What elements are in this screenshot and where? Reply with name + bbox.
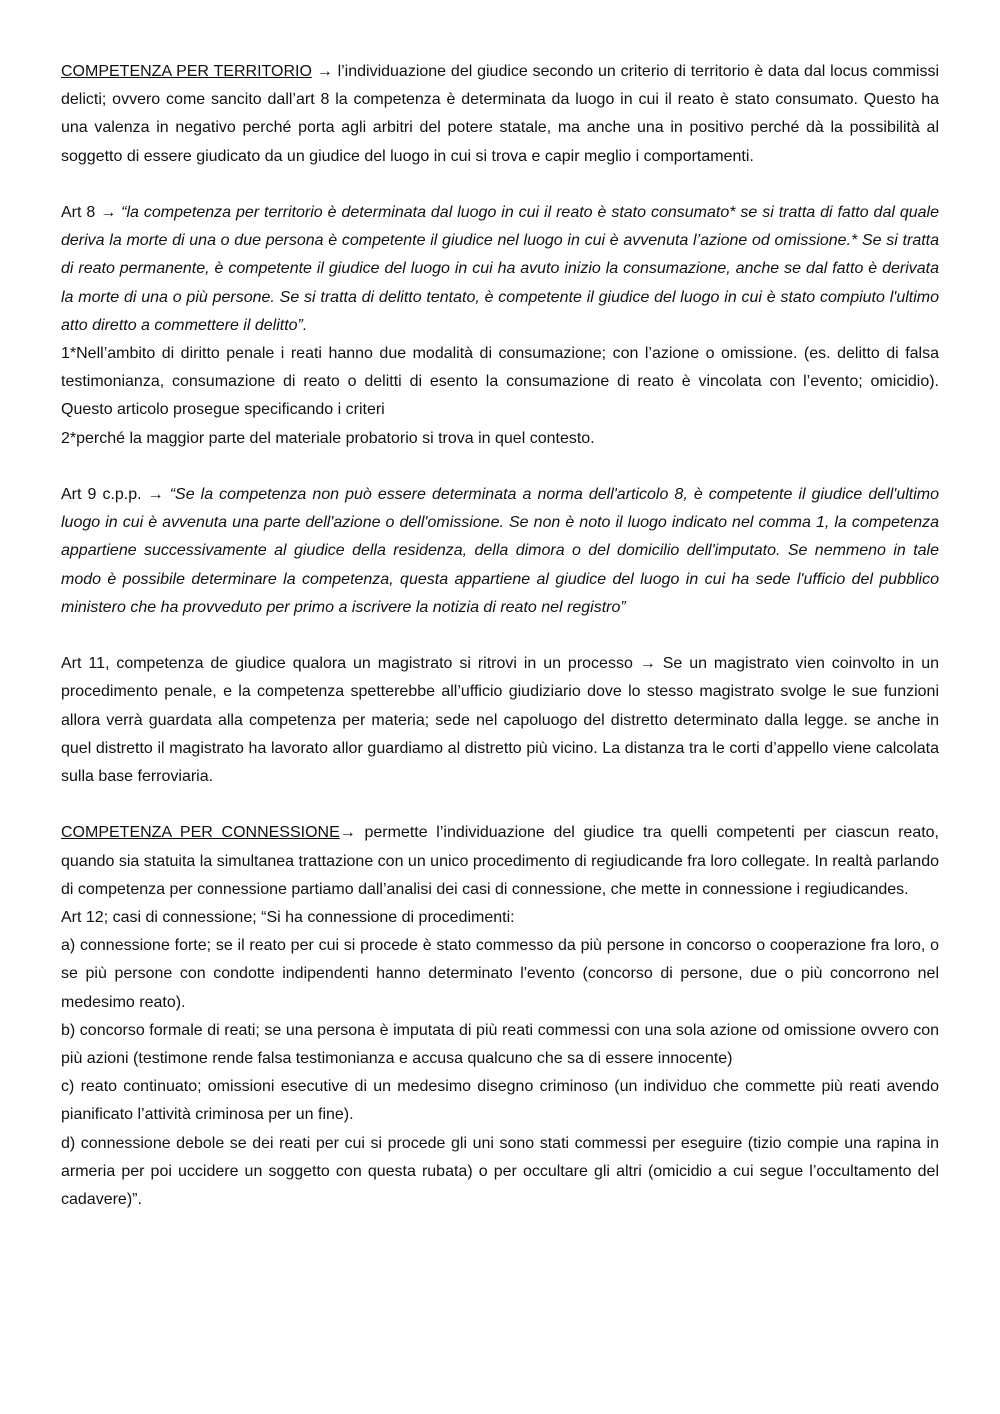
connessione-paragraph: [61, 819, 939, 904]
list-item: b) concorso formale di reati; se una persona è imputata di più reati commessi con una sola azione od omissione ovvero con più azioni (testimone rende falsa testimonianza e accusa qualcuno che sa di essere innocente): [61, 1021, 939, 1068]
territorio-text: l’individuazione del giudice secondo un criterio di territorio è data dal locus commissi delicti; ovvero come sancito dall’art 8 la competenza è determinata da luogo in cui il reato è stato consumato. Questo ha una valenza in negativo perché porta agli arbitri del potere statale, ma anche una in positivo perché dà la possibilità al soggetto di essere giudicato da un giudice del luogo in cui si trova e capir meglio i comportamenti.: [61, 63, 939, 165]
art12-intro: Art 12; casi di connessione; “Si ha connessione di procedimenti:: [61, 909, 515, 927]
arrow-icon: →: [632, 655, 663, 673]
section-art11: [61, 650, 939, 791]
arrow-icon: →: [95, 204, 122, 221]
art11-text: Se un magistrato vien coinvolto in un procedimento penale, e la competenza spetterebbe all’ufficio giudiziario dove lo stesso magistrato svolge le sue funzioni allora verrà guardata alla competenza per materia; sede nel capoluogo del distretto determinato dalla legge. se anche in quel distretto il magistrato ha lavorato allor guardiamo al distretto più vicino. La distanza tra le corti d’appello viene calcolata sulla base ferroviaria.: [61, 655, 940, 786]
arrow-icon: →: [311, 63, 338, 80]
art8-note-1: 1*Nell’ambito di diritto penale i reati hanno due modalità di consumazione; con l’azione o omissione. (es. delitto di falsa testimonianza, consumazione di reato o delitti di esento la consumazione di reato è vincolata con l’evento; omicidio). Questo articolo prosegue specificando i criteri: [61, 345, 939, 419]
arrow-icon: →: [141, 486, 170, 504]
heading-territorio: COMPETENZA PER TERRITORIO: [61, 63, 312, 80]
art8-paragraph: [61, 199, 939, 340]
section-territorio: [61, 58, 939, 171]
list-item: d) connessione debole se dei reati per cui si procede gli uni sono stati commessi per eseguire (tizio compie una rapina in armeria per poi uccidere un soggetto con questa rubata) o per occultare gli altri (omicidio a cui segue l’occultamento del cadavere)”.: [61, 1134, 939, 1209]
heading-connessione: COMPETENZA PER CONNESSIONE: [61, 824, 340, 842]
art9-label: Art 9 c.p.p.: [61, 486, 142, 504]
art9-quote: “Se la competenza non può essere determinata a norma dell'articolo 8, è competente il giudice dell'ultimo luogo in cui è avvenuta una parte dell'azione o dell'omissione. Se non è noto il luogo indicato nel comma 1, la competenza appartiene successivamente al giudice della residenza, della dimora o del domicilio dell'imputato. Se nemmeno in tale modo è possibile determinare la competenza, questa appartiene al giudice del luogo in cui ha sede l'ufficio del pubblico ministero che ha provveduto per primo a iscrivere la notizia di reato nel registro”: [61, 486, 940, 616]
art8-label: Art 8: [61, 204, 96, 221]
list-item: a) connessione forte; se il reato per cui si procede è stato commesso da più persone in concorso o cooperazione fra loro, o se più persone con condotte indipendenti hanno determinato l'evento (concorso di persone, due o più concorrono nel medesimo reato).: [61, 937, 939, 1011]
arrow-icon: →: [339, 824, 365, 842]
section-connessione: [61, 819, 939, 1214]
section-art9: [61, 481, 939, 622]
art11-label: Art 11, competenza de giudice qualora un magistrato si ritrovi in un processo: [61, 655, 633, 673]
connessione-text: permette l’individuazione del giudice tra quelli competenti per ciascun reato, quando sia statuita la simultanea trattazione con un unico procedimento di regiudicande fra loro collegate. In realtà parlando di competenza per connessione partiamo dall’analisi dei casi di connessione, che mette in connessione i regiudicandes.: [61, 824, 939, 898]
art8-note-2: 2*perché la maggior parte del materiale probatorio si trova in quel contesto.: [61, 429, 595, 447]
list-item: c) reato continuato; omissioni esecutive di un medesimo disegno criminoso (un individuo che commette più reati avendo pianificato l’attività criminosa per un fine).: [61, 1078, 939, 1124]
art8-quote: “la competenza per territorio è determinata dal luogo in cui il reato è stato consumato* se si tratta di fatto dal quale deriva la morte di una o due persona è competente il giudice nel luogo in cui è avvenuta l’azione od omissione.* Se si tratta di reato permanente, è competente il giudice del luogo in cui ha avuto inizio la consumazione, anche se dal fatto è derivata la morte di una o più persone. Se si tratta di delitto tentato, è competente il giudice del luogo in cui è stato compiuto l'ultimo atto diretto a commettere il delitto”.: [61, 204, 939, 334]
section-art8: [61, 199, 939, 453]
